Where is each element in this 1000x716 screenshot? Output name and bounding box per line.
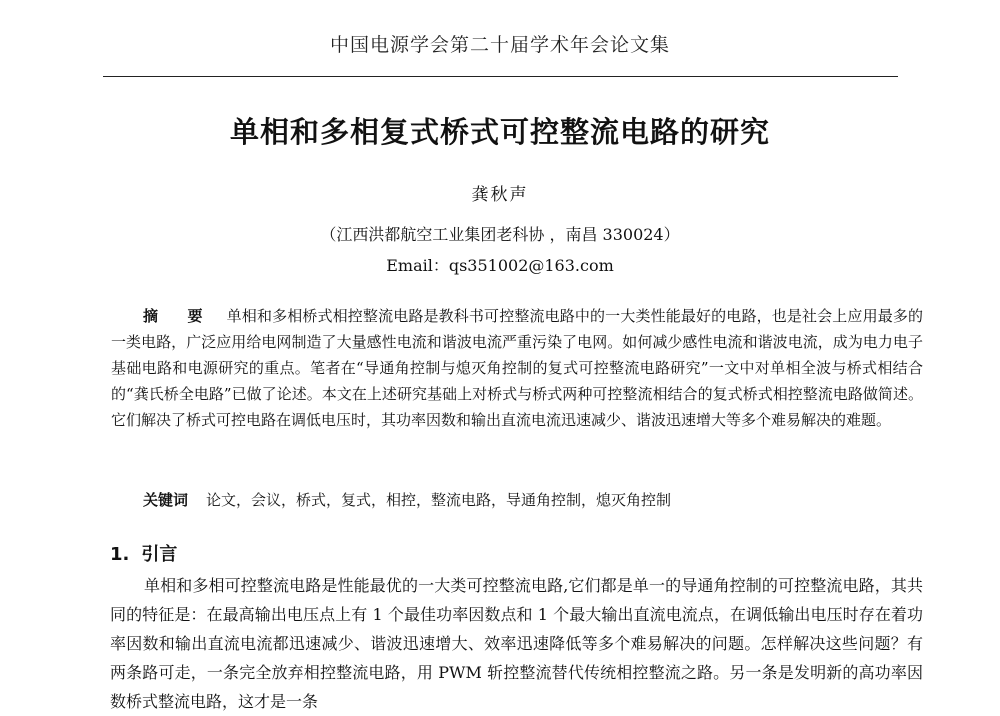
abstract	[111, 303, 923, 433]
section-number: 1.	[110, 544, 130, 565]
paper-title: 单相和多相复式桥式可控整流电路的研究	[229, 115, 770, 149]
keywords-text: 论文，会议，桥式，复式，相控，整流电路，导通角控制，熄灭角控制	[206, 491, 672, 509]
running-header: 中国电源学会第二十届学术年会论文集	[329, 34, 670, 56]
abstract-text: 单相和多相桥式相控整流电路是教科书可控整流电路中的一大类性能最好的电路，也是社会上应用最多的一类电路，广泛应用给电网制造了大量感性电流和谐波电流严重污染了电网。如何减少感性电流和谐波电流，成为电力电子基础电路和电源研究的重点。笔者在“导通角控制与熄灭角控制的复式可控整流电路研究”一文中对单相全波与桥式相结合的“龚氏桥全电路”已做了论述。本文在上述研究基础上对桥式与桥式两种可控整流相结合的复式桥式相控整流电路做简述。它们解决了桥式可控电路在调低电压时，其功率因数和输出直流电流迅速减少、谐波迅速增大等多个难易解决的难题。	[111, 307, 923, 429]
author-affiliation: （江西洪都航空工业集团老科协 ，南昌 330024）	[320, 225, 680, 244]
section-heading-introduction	[110, 540, 177, 566]
introduction-paragraph: 单相和多相可控整流电路是性能最优的一大类可控整流电路,它们都是单一的导通角控制的可控整流电路，其共同的特征是：在最高输出电压点上有 1 个最佳功率因数点和 1 个最大输出直流电流点，在调低输出电压时存在着功率因数和输出直流电流都迅速减少、谐波迅速增大、效率迅速降低等多个难易解决的问题。怎样解决这些问题？有两条路可走，一条完全放弃相控整流电路，用 PWM 斩控整流替代传统相控整流之路。另一条是发明新的高功率因数桥式整流电路，这才是一条	[110, 576, 923, 711]
section-title: 引言	[141, 544, 178, 565]
keywords	[143, 487, 923, 513]
header-divider	[103, 76, 898, 77]
abstract-label: 摘 要	[143, 307, 215, 325]
author-email: Email：qs351002@163.com	[386, 256, 614, 275]
keywords-label: 关键词	[143, 491, 189, 509]
author-name: 龚秋声	[471, 185, 529, 205]
